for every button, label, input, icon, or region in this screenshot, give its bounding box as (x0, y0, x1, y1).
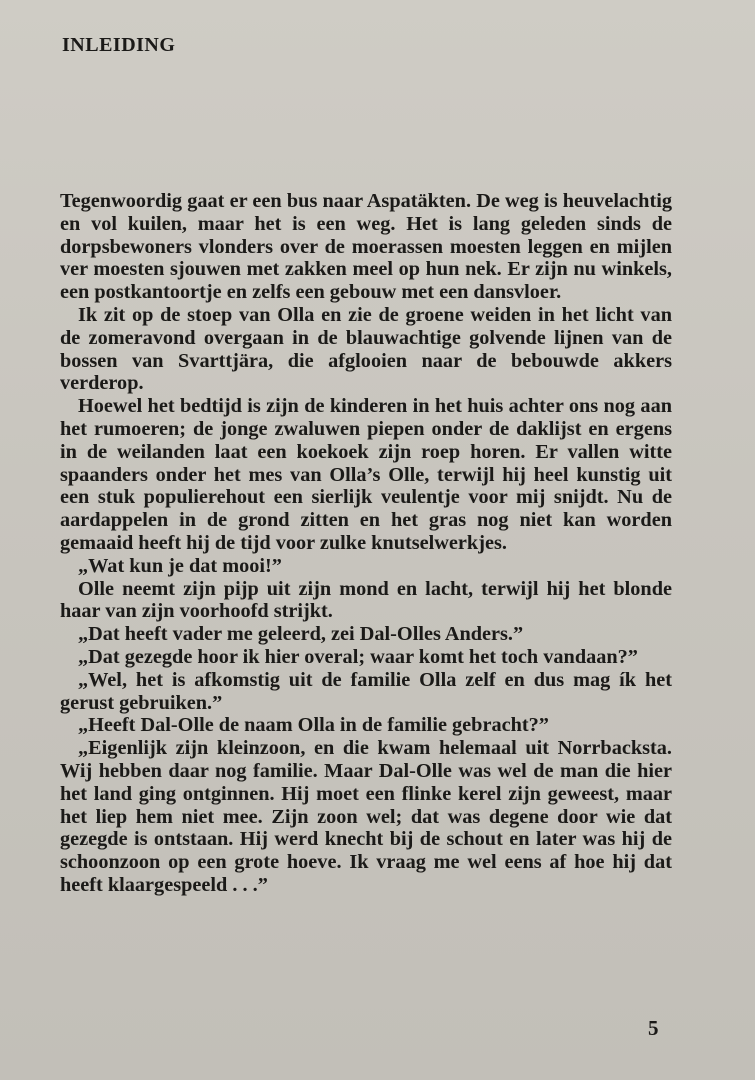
paragraph: „Dat heeft vader me geleerd, zei Dal-Olles Anders.” (78, 623, 524, 646)
chapter-heading: INLEIDING (62, 34, 176, 56)
page-number: 5 (648, 1016, 659, 1040)
paragraph: „Dat gezegde hoor ik hier overal; waar komt het toch vandaan?” (78, 645, 638, 668)
paragraph: „Wat kun je dat mooi!” (78, 554, 282, 577)
body-text (60, 190, 672, 897)
paragraph: „Eigenlijk zijn kleinzoon, en die kwam helemaal uit Norrbacksta. Wij hebben daar nog familie. Maar Dal-Olle was wel de man die hier het land ging ontginnen. Hij moet een flinke kerel zijn geweest, maar het liep hem niet mee. Zijn zoon wel; dat was degene door wie dat gezegde is ontstaan. Hij werd knecht bij de schout en later was hij de schoonzoon op een grote hoeve. Ik vraag me wel eens af hoe hij dat heeft klaargespeeld . . .” (60, 737, 672, 896)
paragraph: „Heeft Dal-Olle de naam Olla in de familie gebracht?” (78, 714, 549, 737)
paragraph: Hoewel het bedtijd is zijn de kinderen in het huis achter ons nog aan het rumoeren; de jonge zwaluwen piepen onder de daklijst en ergens in de weilanden laat een koekoek zijn roep horen. Er vallen witte spaanders onder het mes van Olla’s Olle, terwijl hij heel kunstig uit een stuk populierehout een sierlijk veulentje voor mij snijdt. Nu de aardappelen in de grond zitten en het gras nog niet kan worden gemaaid heeft hij de tijd voor zulke knutselwerkjes. (60, 395, 672, 554)
paragraph: Ik zit op de stoep van Olla en zie de groene weiden in het licht van de zomeravond overgaan in de blauwachtige golvende lijnen van de bossen van Svarttjära, die afglooien naar de bebouwde akkers verderop. (60, 303, 672, 395)
paragraph: „Wel, het is afkomstig uit de familie Olla zelf en dus mag ík het gerust gebruiken.” (60, 668, 672, 714)
paragraph: Tegenwoordig gaat er een bus naar Aspatäkten. De weg is heuvelachtig en vol kuilen, maar het is een weg. Het is lang geleden sinds de dorpsbewoners vlonders over de moerassen moesten leggen en mijlen ver moesten sjouwen met zakken meel op hun nek. Er zijn nu winkels, een postkantoortje en zelfs een gebouw met een dansvloer. (60, 190, 672, 304)
paragraph: Olle neemt zijn pijp uit zijn mond en lacht, terwijl hij het blonde haar van zijn voorhoofd strijkt. (60, 577, 672, 623)
